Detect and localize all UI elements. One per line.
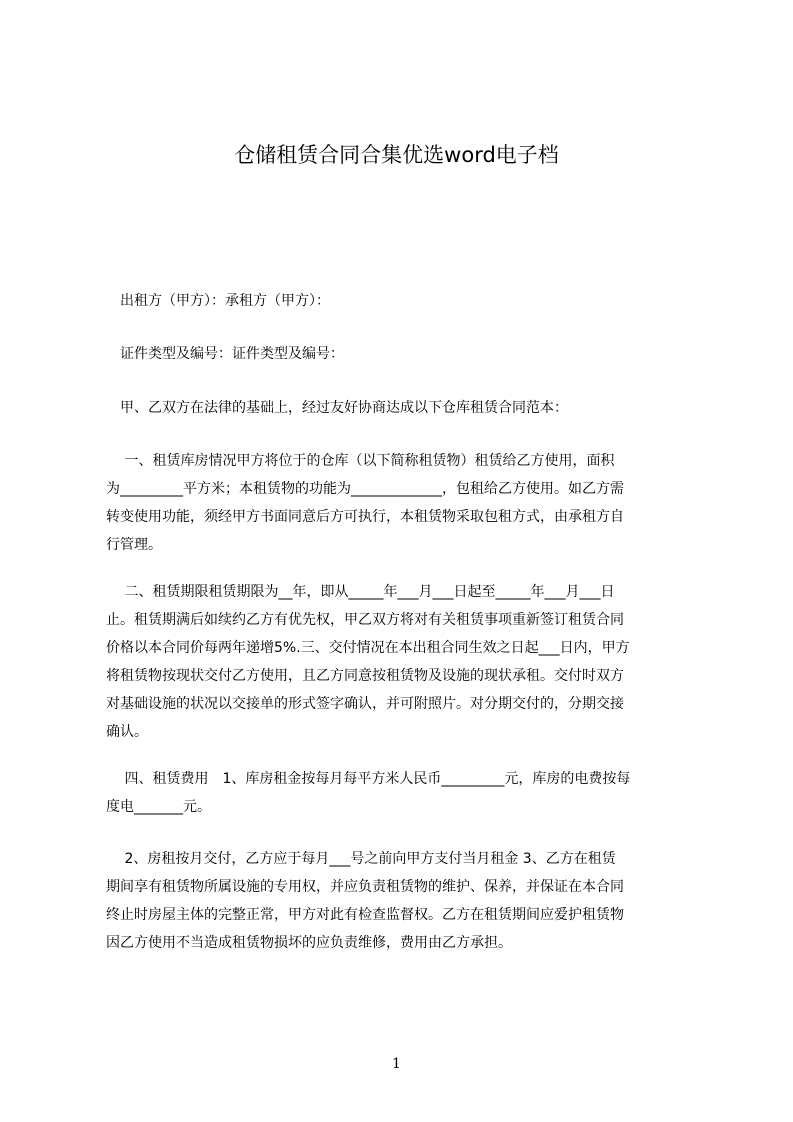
paragraph-line: 价格以本合同价每两年递增5%.三、交付情况在本出租合同生效之日起___日内，甲方 — [106, 640, 630, 656]
paragraph-line: 二、租赁期限租赁期限为__年，即从_____年___月___日起至_____年___月___日 — [106, 584, 615, 600]
paragraph-line: 出租方（甲方）：承租方（甲方）： — [106, 293, 330, 309]
paragraph-line: 度电_______元。 — [106, 799, 211, 815]
page-number: 1 — [392, 1056, 401, 1072]
paragraph-rent-payment — [106, 845, 702, 957]
document-title: 仓储租赁合同合集优选word电子档 — [234, 143, 559, 167]
paragraph-section-1 — [106, 447, 702, 559]
paragraph-line: 一、租赁库房情况甲方将位于的仓库（以下简称租赁物）租赁给乙方使用，面积 — [106, 453, 615, 469]
paragraph-parties — [106, 287, 702, 315]
paragraph-line: 终止时房屋主体的完整正常，甲方对此有检查监督权。乙方在租赁期间应爱护租赁物 — [106, 907, 624, 923]
paragraph-line: 确认。 — [106, 724, 148, 740]
paragraph-id-type — [106, 340, 702, 368]
paragraph-line: 行管理。 — [106, 537, 162, 553]
paragraph-line: 甲、乙双方在法律的基础上，经过友好协商达成以下仓库租赁合同范本： — [106, 400, 568, 416]
paragraph-line: 四、租赁费用 1、库房租金按每月每平方米人民币_________元，库房的电费按每 — [106, 771, 631, 787]
paragraph-line: 将租赁物按现状交付乙方使用，且乙方同意按租赁物及设施的现状承租。交付时双方 — [106, 668, 624, 684]
paragraph-line: 对基础设施的状况以交接单的形式签字确认，并可附照片。对分期交付的，分期交接 — [106, 696, 624, 712]
paragraph-line: 期间享有租赁物所属设施的专用权，并应负责租赁物的维护、保养，并保证在本合同 — [106, 879, 624, 895]
paragraph-line: 转变使用功能，须经甲方书面同意后方可执行，本租赁物采取包租方式，由承租方自 — [106, 509, 624, 525]
paragraph-line: 止。租赁期满后如续约乙方有优先权，甲乙双方将对有关租赁事项重新签订租赁合同 — [106, 612, 624, 628]
paragraph-line: 因乙方使用不当造成租赁物损坏的应负责维修，费用由乙方承担。 — [106, 935, 512, 951]
paragraph-line: 证件类型及编号：证件类型及编号： — [106, 346, 344, 362]
paragraph-line: 为_________平方米；本租赁物的功能为_____________，包租给乙方使用。如乙方需 — [106, 481, 624, 497]
paragraph-section-2 — [106, 578, 702, 746]
paragraph-intro — [106, 394, 702, 422]
paragraph-line: 2、房租按月交付，乙方应于每月___号之前向甲方支付当月租金 3、乙方在租赁 — [106, 851, 616, 867]
paragraph-section-4 — [106, 765, 702, 821]
